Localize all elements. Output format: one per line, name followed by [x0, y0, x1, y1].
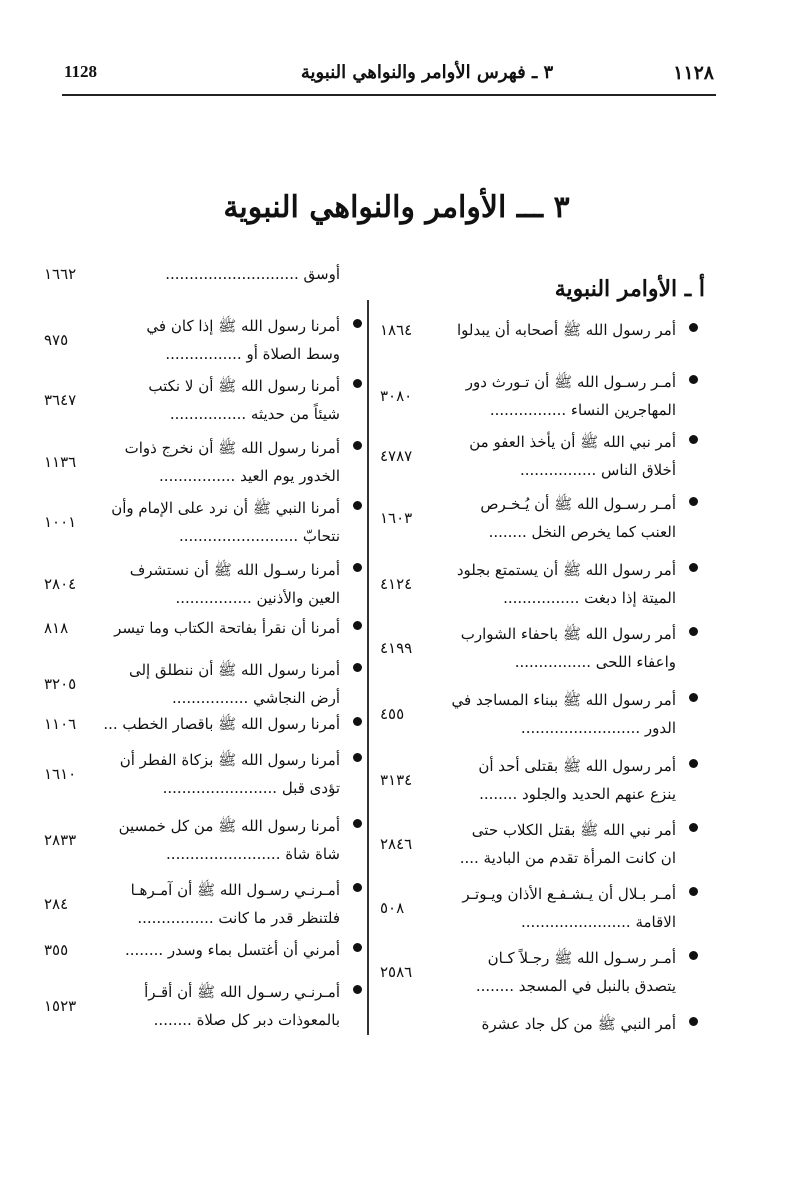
- bullet-icon: [353, 753, 362, 762]
- entry-text-line: العين والأذنين ................: [175, 589, 340, 607]
- entry-text-line: الاقامة .......................: [521, 913, 676, 931]
- entry-text-line: أوسق ............................: [165, 265, 340, 283]
- bullet-icon: [689, 823, 698, 832]
- hadith-number: ٣٠٨٠: [380, 387, 413, 405]
- page-header: [62, 62, 716, 96]
- bullet-icon: [689, 1017, 698, 1026]
- index-entry: [44, 556, 364, 612]
- hadith-number: ٢٥٨٦: [380, 963, 413, 981]
- entry-text-line: تؤدى قبل ........................: [162, 779, 340, 797]
- entry-text-line: واعفاء اللحى ................: [514, 653, 676, 671]
- bullet-icon: [353, 663, 362, 672]
- hadith-number: ١٦٠٣: [380, 509, 413, 527]
- hadith-number: ٣١٣٤: [380, 771, 413, 789]
- hadith-number: ١٦١٠: [44, 765, 77, 783]
- bullet-icon: [689, 887, 698, 896]
- entry-text-line: أمـر رسـول الله ﷺ رجـلاً كـان: [487, 949, 676, 967]
- hadith-number: ٣٢٠٥: [44, 675, 77, 693]
- index-entry: [380, 1010, 700, 1038]
- bullet-icon: [689, 693, 698, 702]
- entry-text-line: شيئاً من حديثه ................: [169, 405, 340, 423]
- entry-text-line: أمرنا رسول الله ﷺ من كل خمسين: [118, 817, 340, 835]
- index-entry: [44, 876, 364, 932]
- chapter-title: ٣ ـــ الأوامر والنواهي النبوية: [223, 190, 570, 225]
- entry-text-line: يتصدق بالنبل في المسجد ........: [475, 977, 676, 995]
- entry-text-line: أمر رسول الله ﷺ أصحابه أن يبدلوا: [456, 321, 676, 339]
- index-entry: [44, 936, 364, 964]
- index-entry: [380, 428, 700, 484]
- page-number-latin: 1128: [64, 62, 98, 81]
- hadith-number: ٨١٨: [44, 619, 69, 637]
- bullet-icon: [353, 563, 362, 572]
- entry-text-line: أمـر بـلال أن يـشـفـع الأذان ويـوتـر: [462, 885, 676, 903]
- bullet-icon: [353, 501, 362, 510]
- entry-text-line: ان كانت المرأة تقدم من البادية ....: [459, 849, 676, 867]
- index-entry: [380, 316, 700, 344]
- index-entry: [44, 978, 364, 1034]
- page-number-arabic: ١١٢٨: [673, 62, 714, 84]
- entry-text-line: بالمعوذات دبر كل صلاة ........: [153, 1011, 340, 1029]
- entry-text-line: أمرنا رسول الله ﷺ باقصار الخطب ...: [103, 715, 340, 733]
- entry-text-line: الميتة إذا دبغت ................: [503, 589, 676, 607]
- hadith-number: ١١٠٦: [44, 715, 77, 733]
- bullet-icon: [353, 621, 362, 630]
- entry-text-line: أمرنا رسول الله ﷺ بزكاة الفطر أن: [119, 751, 340, 769]
- index-entry: [44, 614, 364, 642]
- entry-text-line: نتحابّ .........................: [178, 527, 340, 545]
- entry-text-line: أمـرنـي رسـول الله ﷺ أن أقـرأ: [144, 983, 340, 1001]
- index-entry: [44, 494, 364, 550]
- bullet-icon: [689, 375, 698, 384]
- entry-text-line: أمر النبي ﷺ من كل جاد عشرة: [481, 1015, 676, 1033]
- hadith-number: ١٥٢٣: [44, 997, 77, 1015]
- index-entry: [44, 812, 364, 868]
- entry-text-line: وسط الصلاة أو ................: [165, 345, 340, 363]
- bullet-icon: [689, 497, 698, 506]
- entry-text-line: فلتنظر قدر ما كانت ................: [137, 909, 340, 927]
- hadith-number: ٢٨٤٦: [380, 835, 413, 853]
- bullet-icon: [353, 883, 362, 892]
- hadith-number: ١٦٦٢: [44, 265, 77, 283]
- entry-text-line: أخلاق الناس ................: [520, 461, 676, 479]
- hadith-number: ٤١٢٤: [380, 575, 413, 593]
- section-title: أ ـ الأوامر النبوية: [554, 276, 705, 302]
- index-entry: [44, 746, 364, 802]
- bullet-icon: [353, 379, 362, 388]
- entry-text-line: ينزع عنهم الحديد والجلود ........: [479, 785, 676, 803]
- hadith-number: ٢٨٣٣: [44, 831, 77, 849]
- entry-text-line: أمرنا رسول الله ﷺ أن لا نكتب: [148, 377, 340, 395]
- entry-text-line: أمرنا رسول الله ﷺ إذا كان في: [146, 317, 340, 335]
- entry-text-line: شاة شاة ........................: [166, 845, 340, 863]
- index-entry: [44, 656, 364, 712]
- hadith-number: ٤١٩٩: [380, 639, 413, 657]
- bullet-icon: [689, 951, 698, 960]
- index-entry: [380, 490, 700, 546]
- entry-text-line: أمر رسول الله ﷺ باحفاء الشوارب: [460, 625, 676, 643]
- entry-text-line: أمر نبي الله ﷺ بقتل الكلاب حتى: [471, 821, 676, 839]
- hadith-number: ٢٨٤: [44, 895, 69, 913]
- hadith-number: ٣٦٤٧: [44, 391, 77, 409]
- hadith-number: ١١٣٦: [44, 453, 77, 471]
- hadith-number: ٥٠٨: [380, 899, 405, 917]
- hadith-number: ٤٧٨٧: [380, 447, 413, 465]
- index-entry: [380, 880, 700, 936]
- index-entry: [380, 556, 700, 612]
- bullet-icon: [689, 323, 698, 332]
- entry-text-line: أمر رسول الله ﷺ ببناء المساجد في: [451, 691, 676, 709]
- column-divider: [367, 300, 369, 1035]
- entry-text-line: أمرنا النبي ﷺ أن نرد على الإمام وأن: [111, 499, 340, 517]
- entry-text-line: أمرني أن أغتسل بماء وسدر ........: [124, 941, 340, 959]
- bullet-icon: [689, 563, 698, 572]
- hadith-number: ١٨٦٤: [380, 321, 413, 339]
- hadith-number: ٣٥٥: [44, 941, 69, 959]
- index-entry: [44, 312, 364, 368]
- entry-text-line: أمر رسول الله ﷺ بقتلى أحد أن: [478, 757, 676, 775]
- entry-text-line: الخدور يوم العيد ................: [159, 467, 340, 485]
- bullet-icon: [353, 985, 362, 994]
- bullet-icon: [689, 435, 698, 444]
- entry-text-line: أمـرنـي رسـول الله ﷺ أن آمـرهـا: [130, 881, 340, 899]
- index-entry: [44, 372, 364, 428]
- hadith-number: ٤٥٥: [380, 705, 405, 723]
- entry-text-line: أمر رسول الله ﷺ أن يستمتع بجلود: [456, 561, 676, 579]
- entry-text-line: العنب كما يخرص النخل ........: [488, 523, 676, 541]
- hadith-number: ١٠٠١: [44, 513, 77, 531]
- index-entry: [44, 710, 364, 738]
- entry-text-line: أمرنا رسول الله ﷺ أن نخرج ذوات: [124, 439, 340, 457]
- index-entry: [44, 434, 364, 490]
- bullet-icon: [689, 627, 698, 636]
- entry-text-line: أمرنا رسـول الله ﷺ أن نستشرف: [129, 561, 340, 579]
- bullet-icon: [689, 759, 698, 768]
- entry-text-line: أمـر رسـول الله ﷺ أن تـورث دور: [465, 373, 676, 391]
- hadith-number: ٢٨٠٤: [44, 575, 77, 593]
- bullet-icon: [353, 943, 362, 952]
- entry-text-line: المهاجرين النساء ................: [489, 401, 676, 419]
- index-entry: [380, 368, 700, 424]
- index-entry: [44, 260, 364, 288]
- entry-text-line: أمرنا رسول الله ﷺ أن ننطلق إلى: [128, 661, 340, 679]
- entry-text-line: أمر نبي الله ﷺ أن يأخذ العفو من: [469, 433, 676, 451]
- bullet-icon: [353, 319, 362, 328]
- bullet-icon: [353, 717, 362, 726]
- entry-text-line: الدور .........................: [520, 719, 676, 737]
- bullet-icon: [353, 441, 362, 450]
- entry-text-line: أرض النجاشي ................: [172, 689, 340, 707]
- index-entry: [380, 620, 700, 676]
- index-entry: [380, 686, 700, 742]
- bullet-icon: [353, 819, 362, 828]
- index-entry: [380, 944, 700, 1000]
- index-entry: [380, 752, 700, 808]
- hadith-number: ٩٧٥: [44, 331, 69, 349]
- index-entry: [380, 816, 700, 872]
- running-title: ٣ ـ فهرس الأوامر والنواهي النبوية: [300, 62, 554, 83]
- entry-text-line: أمـر رسـول الله ﷺ أن يُـخـرص: [480, 495, 676, 513]
- entry-text-line: أمرنا أن نقرأ بفاتحة الكتاب وما تيسر: [114, 619, 340, 637]
